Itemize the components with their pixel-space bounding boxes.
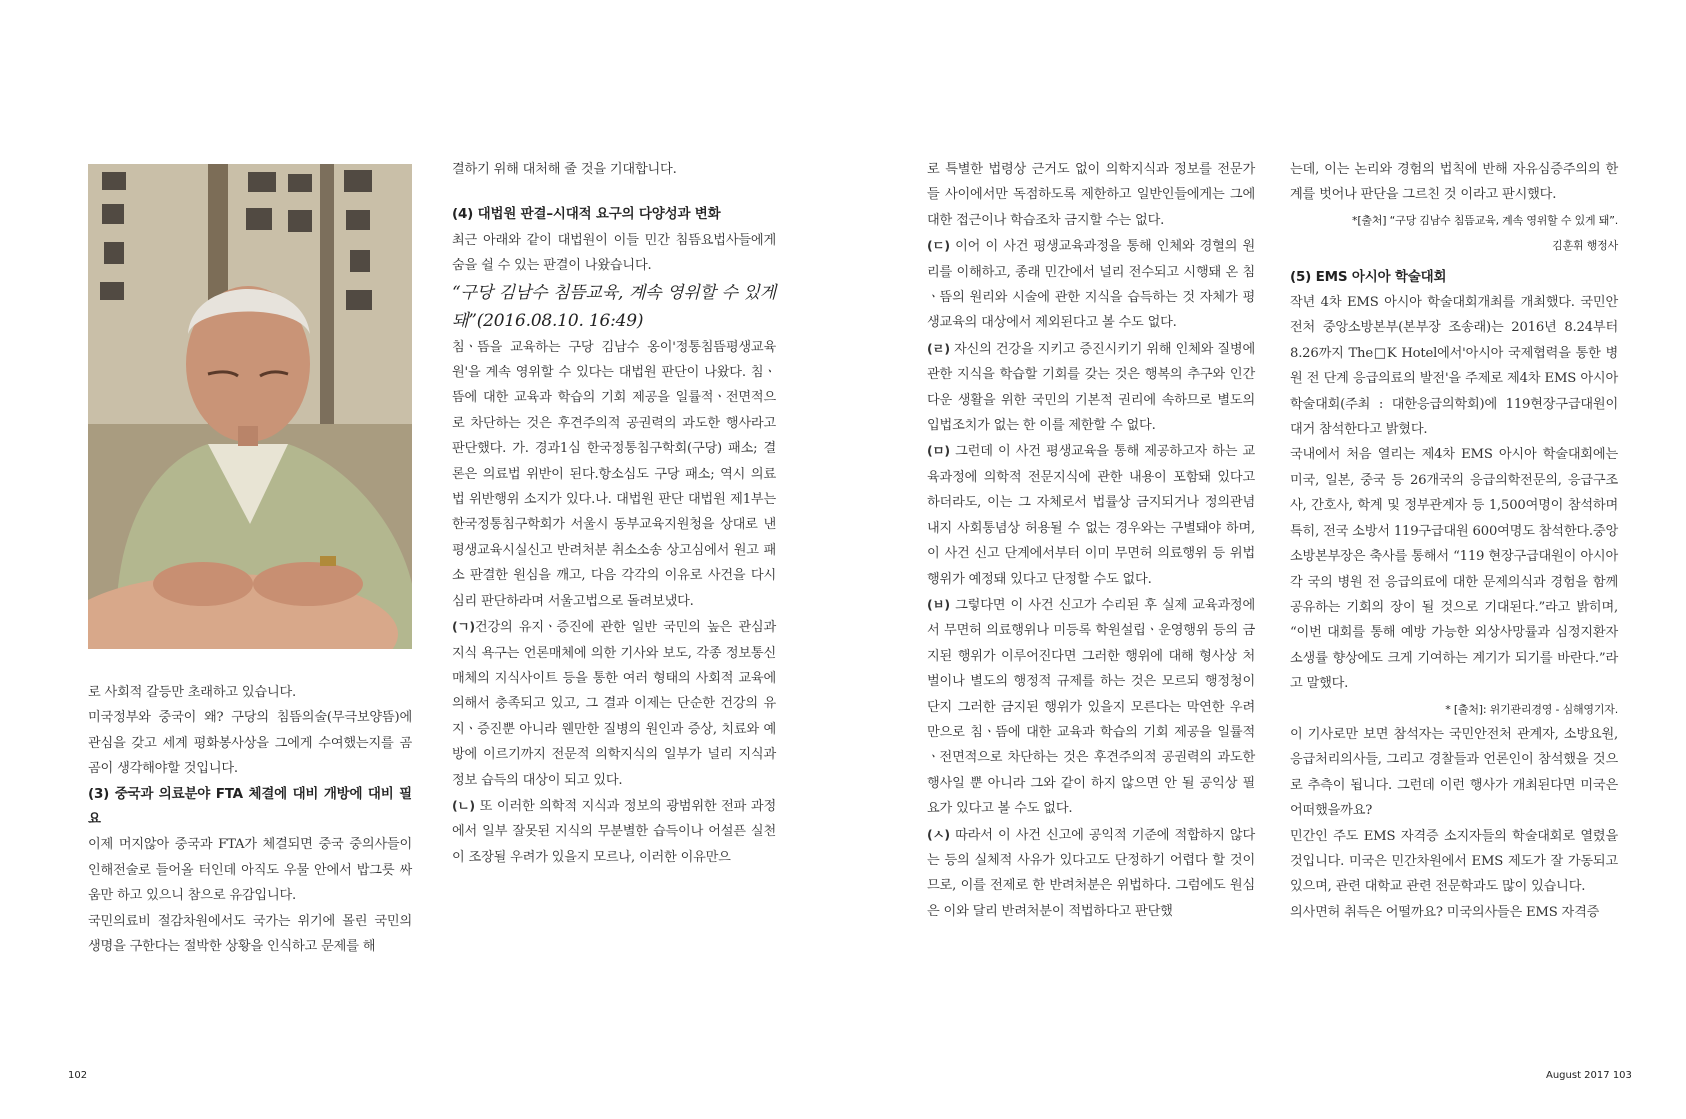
- section-heading-4: (4) 대법원 판결–시대적 요구의 다양성과 변화: [452, 206, 721, 223]
- source-citation: * [출처]: 위기관리경영 - 심해영기자.: [1445, 702, 1618, 716]
- col2-paragraph: 침ㆍ뜸을 교육하는 구당 김남수 옹이'정통침뜸평생교육원'을 계속 영위할 수 있다는 대법원 판단이 나왔다. 침ㆍ뜸에 대한 교육과 학습의 기회 제공을 일률적ㆍ전면적으로 차단하는 것은 후견주의적 공권력의 과도한 행사라고 판단했다. 가. 경과1심 한국정통침구학회(구당) 패소; 결론은 의료법 위반이 된다.항소심도 구당 패소; 역시 의료법 위반행위 소지가 있다.나. 대법원 판단 대법원 제1부는 한국정통침구학회가 서울시 동부교육지원청을 상대로 낸 평생교육시실신고 반려처분 취소소송 상고심에서 원고 패소 판결한 원심을 깨고, 다음 각각의 이유로 사건을 다시 심리 판단하라며 서울고법으로 돌려보냈다.: [452, 339, 776, 609]
- col3-item: (ㅁ) 그런데 이 사건 평생교육을 통해 제공하고자 하는 교육과정에 의학적 전문지식에 관한 내용이 포함돼 있다고 하더라도, 이는 그 자체로서 법률상 금지되거나 정의관념 내지 사회통념상 허용될 수 없는 경우와는 구별돼야 하며, 이 사건 신고 단계에서부터 이미 무면허 의료행위 등 위법행위가 예정돼 있다고 단정할 수도 없다.: [927, 443, 1256, 587]
- item-marker: (ㄴ): [452, 797, 475, 813]
- col2-item: (ㄱ)건강의 유지ㆍ증진에 관한 일반 국민의 높은 관심과 지식 욕구는 언론매체에 의한 기사와 보도, 각종 정보통신매체의 지식사이트 등을 통한 여러 형태의 사회적 교육에 의해서 충족되고 있고, 그 결과 이제는 단순한 건강의 유지ㆍ증진뿐 아니라 웬만한 질병의 원인과 증상, 치료와 예방에 이르기까지 전문적 의학지식의 일부가 널리 지식과 정보 습득의 대상이 되고 있다.: [452, 619, 776, 788]
- col1-paragraph: 로 사회적 갈등만 초래하고 있습니다.: [88, 685, 297, 700]
- item-marker: (ㅁ): [927, 443, 950, 459]
- item-marker: (ㅂ): [927, 596, 950, 612]
- article-quote-title: “구당 김남수 침뜸교육, 계속 영위할 수 있게 돼”(2016.08.10. 16:49): [452, 282, 776, 331]
- page-number-left: 102: [68, 1070, 88, 1081]
- item-marker: (ㄹ): [927, 340, 950, 356]
- source-citation: *[출처] “구당 김남수 침뜸교육, 계속 영위할 수 있게 돼”.: [1352, 213, 1618, 227]
- section-heading-5: (5) EMS 아시아 학술대회: [1290, 268, 1447, 285]
- issue-date: August 2017: [1546, 1070, 1610, 1081]
- col3-item: (ㅂ) 그렇다면 이 사건 신고가 수리된 후 실제 교육과정에서 무면허 의료행위나 미등록 학원설립ㆍ운영행위 등의 금지된 행위가 이루어진다면 그러한 행위에 대해 형사상 처벌이나 별도의 행정적 규제를 하는 것은 모르되 행정청이 단지 그러한 금지된 행위가 있을지 모른다는 막연한 우려만으로 침ㆍ뜸에 대한 교육과 학습의 기회 제공을 일률적ㆍ전면적으로 차단하는 것은 후견주의적 공권력의 과도한 행사일 뿐 아니라 그와 같이 하지 않으면 안 될 공익상 필요가 있다고 볼 수도 없다.: [927, 596, 1256, 817]
- item-marker: (ㅅ): [927, 826, 950, 842]
- column-2: [452, 157, 776, 870]
- col3-item: (ㄷ) 이어 이 사건 평생교육과정을 통해 인체와 경혈의 원리를 이해하고, 종래 민간에서 널리 전수되고 시행돼 온 침ㆍ뜸의 원리와 시술에 관한 지식을 습득하는 것 자체가 평생교육의 대상에서 제외된다고 볼 수도 없다.: [927, 238, 1256, 331]
- col2-paragraph: 최근 아래와 같이 대법원이 이들 민간 침뜸요법사들에게 숨을 쉴 수 있는 판결이 나왔습니다.: [452, 232, 776, 274]
- col4-paragraph: 는데, 이는 논리와 경험의 법칙에 반해 자유심증주의의 한계를 벗어나 판단을 그르친 것 이라고 판시했다.: [1290, 162, 1618, 203]
- col1-paragraph: 이제 머지않아 중국과 FTA가 체결되면 중국 중의사들이 인해전술로 들어올 터인데 아직도 우물 안에서 밥그릇 싸움만 하고 있으니 참으로 유감입니다.: [88, 837, 412, 904]
- col4-paragraph: 의사면허 취득은 어떨까요? 미국의사들은 EMS 자격증: [1290, 904, 1600, 920]
- column-4: [1290, 157, 1618, 925]
- section-heading-3: (3) 중국과 의료분야 FTA 체결에 대비 개방에 대비 필요: [88, 785, 412, 828]
- col4-paragraph: 민간인 주도 EMS 자격증 소지자들의 학술대회로 열렸을 것입니다. 미국은 민간차원에서 EMS 제도가 잘 가동되고 있으며, 관련 대학교 관련 전문학과도 많이 있습니다.: [1290, 828, 1618, 895]
- col3-paragraph: 로 특별한 법령상 근거도 없이 의학지식과 정보를 전문가들 사이에서만 독점하도록 제한하고 일반인들에게는 그에 대한 접근이나 학습조차 금지할 수는 없다.: [927, 162, 1255, 228]
- item-marker: (ㄱ): [452, 619, 475, 635]
- col1-paragraph: 국민의료비 절감차원에서도 국가는 위기에 몰린 국민의 생명을 구한다는 절박한 상황을 인식하고 문제를 해: [88, 913, 412, 955]
- article-photo: [88, 164, 412, 649]
- col2-item: (ㄴ) 또 이러한 의학적 지식과 정보의 광범위한 전파 과정에서 일부 잘못된 지식의 무분별한 습득이나 어설픈 실천이 조장될 우려가 있을지 모르나, 이러한 이유만으: [452, 797, 777, 865]
- item-marker: (ㄷ): [927, 238, 950, 254]
- column-1: [88, 680, 412, 959]
- col4-paragraph: 국내에서 처음 열리는 제4차 EMS 아시아 학술대회에는 미국, 일본, 중국 등 26개국의 응급의학전문의, 응급구조사, 간호사, 학계 및 정부관계자 등 1,500여명이 참석하며 특히, 전국 소방서 119구급대원 600여명도 참석한다.중앙소방본부장은 축사를 통해서 “119 현장구급대원이 아시아 각 국의 병원 전 응급의료에 대한 문제의식과 경험을 함께 공유하는 기회의 장이 될 것으로 기대된다.”라고 밝히며, “이번 대회를 통해 예방 가능한 외상사망률과 심정지환자 소생률 향상에도 크게 기여하는 계기가 되기를 바란다.”라고 말했다.: [1290, 447, 1618, 692]
- col3-item: (ㅅ) 따라서 이 사건 신고에 공익적 기준에 적합하지 않다는 등의 실체적 사유가 있다고도 단정하기 어렵다 할 것이므로, 이를 전제로 한 반려처분은 위법하다. 그럼에도 원심은 이와 달리 반려처분이 적법하다고 판단했: [927, 826, 1256, 919]
- col4-paragraph: 작년 4차 EMS 아시아 학술대회개최를 개최했다. 국민안전처 중앙소방본부(본부장 조송래)는 2016년 8.24부터 8.26까지 The□K Hotel에서'아시아 국제협력을 통한 병원 전 단계 응급의료의 발전'을 주제로 제4차 EMS 아시아 학술대회(주최 : 대한응급의학회)에 119현장구급대원이 대거 참석한다고 밝혔다.: [1290, 295, 1618, 438]
- page-footer-right: [1546, 1070, 1632, 1081]
- source-author: 김훈휘 행정사: [1552, 239, 1618, 253]
- page-number-right: 103: [1612, 1070, 1632, 1081]
- col3-item: (ㄹ) 자신의 건강을 지키고 증진시키기 위해 인체와 질병에 관한 지식을 학습할 기회를 갖는 것은 행복의 추구와 인간다운 생활을 위한 국민의 기본적 권리에 속하므로 별도의 입법조치가 없는 한 이를 제한할 수 없다.: [927, 340, 1256, 434]
- col1-paragraph: 미국정부와 중국이 왜? 구당의 침뜸의술(무극보양뜸)에 관심을 갖고 세계 평화봉사상을 그에게 수여했는지를 곰곰이 생각해야할 것입니다.: [88, 710, 412, 777]
- col4-paragraph: 이 기사로만 보면 참석자는 국민안전처 관계자, 소방요원, 응급처리의사들, 그리고 경찰들과 언론인이 참석했을 것으로 추측이 됩니다. 그런데 이런 행사가 개최된다면 미국은 어떠했을까요?: [1290, 726, 1618, 819]
- col2-paragraph: 결하기 위해 대처해 줄 것을 기대합니다.: [452, 162, 677, 177]
- column-3: [927, 157, 1255, 924]
